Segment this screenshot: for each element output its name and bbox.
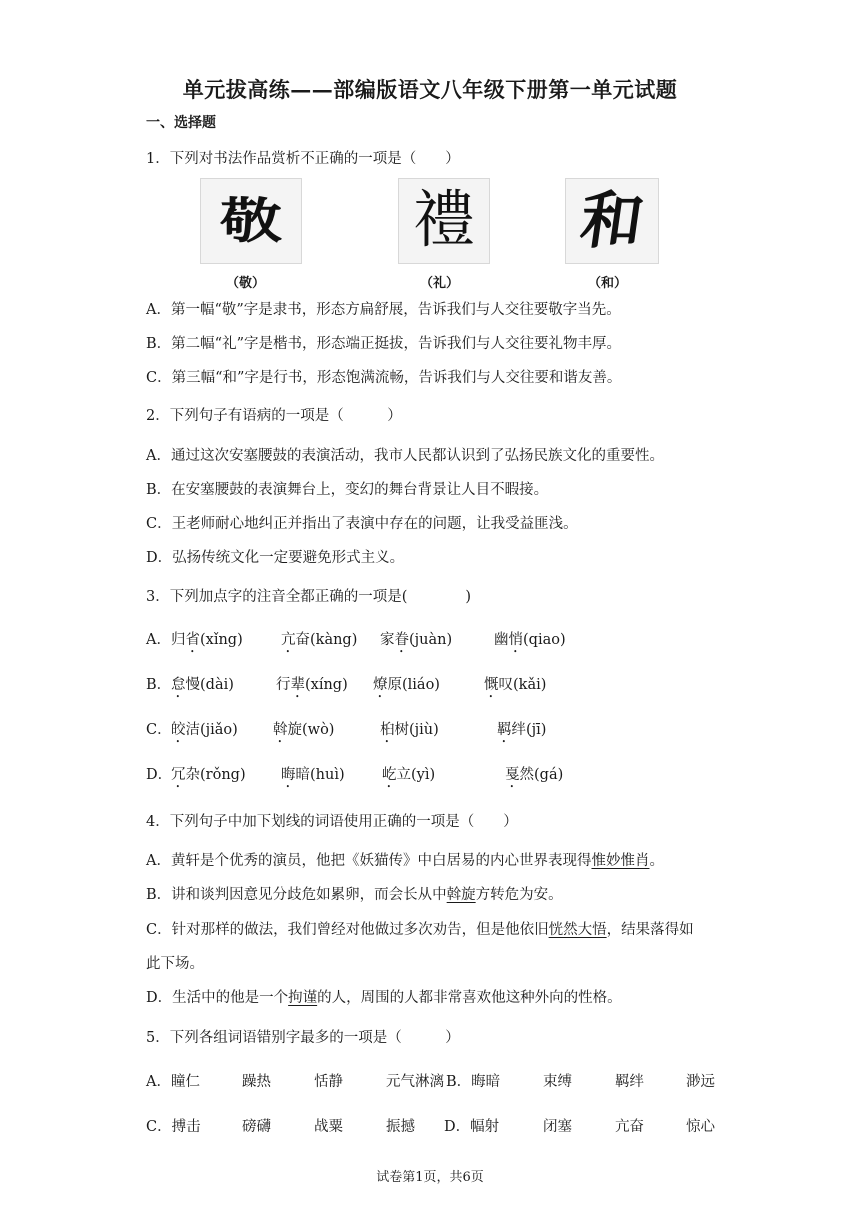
word-item: D．幅射 [444,1119,500,1135]
underlined-word: 斡旋 [446,887,476,903]
word-item: 渺远 [686,1074,715,1090]
q4-option-c: C．针对那样的做法，我们曾经对他做过多次劝告，但是他依旧恍然大悟，结果落得如 [146,922,694,938]
pinyin-item: 屹立(yì) [382,767,436,783]
word-item: 磅礴 [242,1119,271,1135]
calligraphy-image-li [398,178,490,264]
pinyin-item: 怠慢(dài) [171,677,234,693]
pinyin-item: 晦暗(huì) [281,767,345,783]
underlined-word: 惟妙惟肖 [591,853,650,869]
q1-option-b: B．第二幅“礼”字是楷书，形态端正挺拔，告诉我们与人交往要礼物丰厚。 [146,336,621,352]
calligraphy-image-he [565,178,659,264]
word-item: 亢奋 [615,1119,644,1135]
pinyin-item: 戛然(gá) [505,767,564,783]
q5-stem: 5．下列各组词语错别字最多的一项是（ ） [146,1030,460,1046]
image-caption: （和） [588,276,628,291]
q2-option-a: A．通过这次安塞腰鼓的表演活动，我市人民都认识到了弘扬民族文化的重要性。 [146,448,664,464]
option-label: B． [146,677,172,693]
word-item: 束缚 [543,1074,572,1090]
word-item: C．搏击 [146,1119,201,1135]
option-label: A． [146,632,171,648]
q3-stem: 3．下列加点字的注音全都正确的一项是( ) [146,589,472,605]
underlined-word: 拘谨 [288,990,318,1006]
word-item: 恬静 [314,1074,343,1090]
calligraphy-char: 和 [575,184,649,257]
pinyin-item: 慨叹(kǎi) [484,677,547,693]
q4-option-d: D．生活中的他是一个拘谨的人，周围的人都非常喜欢他这种外向的性格。 [146,990,622,1006]
q4-stem: 4．下列句子中加下划线的词语使用正确的一项是（ ） [146,814,518,830]
pinyin-item: 归省(xǐng) [171,632,243,648]
underlined-word: 恍然大悟 [548,922,607,938]
pinyin-item: 燎原(liáo) [373,677,440,693]
q2-option-c: C．王老师耐心地纠正并指出了表演中存在的问题，让我受益匪浅。 [146,516,578,532]
pinyin-item: 羁绊(jī) [497,722,547,738]
pinyin-item: 幽悄(qiao) [494,632,566,648]
word-item: 惊心 [686,1119,715,1135]
pinyin-item: 皎洁(jiǎo) [171,722,238,738]
word-item: 战粟 [314,1119,343,1135]
option-label: C． [146,722,172,738]
q4-option-a: A．黄轩是个优秀的演员，他把《妖猫传》中白居易的内心世界表现得惟妙惟肖。 [146,853,664,869]
word-item: A．瞳仁 [146,1074,200,1090]
calligraphy-image-jing [200,178,302,264]
q2-option-b: B．在安塞腰鼓的表演舞台上，变幻的舞台背景让人目不暇接。 [146,482,549,498]
page-title: 单元拔高练——部编版语文八年级下册第一单元试题 [182,77,678,102]
q1-option-a: A．第一幅“敬”字是隶书，形态方扁舒展，告诉我们与人交往要敬字当先。 [146,302,621,318]
q4-option-b: B．讲和谈判因意见分歧危如累卵，而会长从中斡旋方转危为安。 [146,887,563,903]
pinyin-item: 亢奋(kàng) [281,632,358,648]
pinyin-item: 冗杂(rǒng) [171,767,246,783]
q2-option-d: D．弘扬传统文化一定要避免形式主义。 [146,550,405,566]
word-item: 振撼 [386,1119,415,1135]
option-label: D． [146,767,173,783]
section-heading: 一、选择题 [146,115,216,131]
q4-option-c-cont: 此下场。 [146,956,204,972]
word-item: 躁热 [242,1074,271,1090]
pinyin-item: 家眷(juàn) [380,632,453,648]
word-item: 闭塞 [543,1119,572,1135]
pinyin-item: 桕树(jiù) [380,722,439,738]
image-caption: （敬） [226,276,266,291]
word-item: 羁绊 [615,1074,644,1090]
image-caption: （礼） [420,276,460,291]
word-item: 元气淋漓 [386,1074,444,1090]
calligraphy-char: 禮 [412,187,475,255]
page-footer: 试卷第1页，共6页 [376,1170,484,1185]
q1-option-c: C．第三幅“和”字是行书，形态饱满流畅，告诉我们与人交往要和谐友善。 [146,370,622,386]
word-item: B．晦暗 [446,1074,501,1090]
q1-stem: 1．下列对书法作品赏析不正确的一项是（ ） [146,151,460,167]
q2-stem: 2．下列句子有语病的一项是（ ） [146,408,402,424]
calligraphy-char: 敬 [219,192,282,250]
pinyin-item: 斡旋(wò) [273,722,335,738]
pinyin-item: 行辈(xíng) [276,677,348,693]
